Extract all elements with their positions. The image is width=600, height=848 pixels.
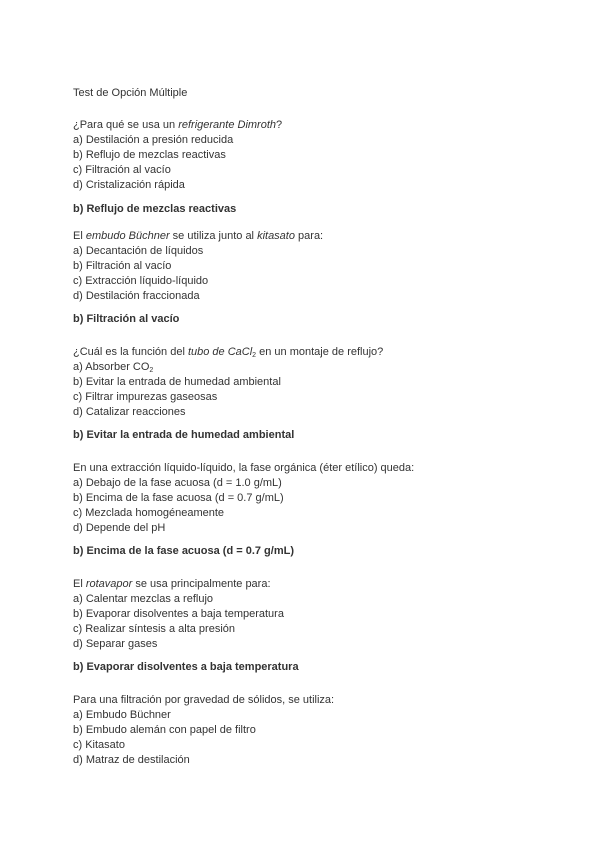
question-stem: En una extracción líquido-líquido, la fase orgánica (éter etílico) queda:	[73, 462, 415, 474]
question-6	[73, 689, 573, 768]
option-d: d) Separar gases	[73, 638, 158, 650]
question-stem: ¿Para qué se usa un refrigerante Dimroth?	[73, 119, 283, 131]
answer: b) Encima de la fase acuosa (d = 0.7 g/mL)	[73, 545, 294, 557]
option-c: c) Extracción líquido-líquido	[73, 275, 209, 287]
option-c: c) Filtración al vacío	[73, 164, 171, 176]
option-a: a) Decantación de líquidos	[73, 245, 204, 257]
question-stem: ¿Cuál es la función del tubo de CaCl$_2$ en un montaje de reflujo?	[73, 346, 384, 359]
question-3	[73, 341, 573, 443]
document-title: Test de Opción Múltiple	[73, 87, 188, 99]
option-a: a) Absorber $CO_2$	[73, 361, 154, 374]
option-b: b) Reflujo de mezclas reactivas	[73, 149, 226, 161]
option-d: d) Destilación fraccionada	[73, 290, 200, 302]
question-1	[73, 118, 573, 217]
question-4	[73, 457, 573, 559]
option-d: d) Depende del pH	[73, 522, 166, 534]
option-b: b) Evaporar disolventes a baja temperatura	[73, 608, 284, 620]
answer: b) Evitar la entrada de humedad ambiental	[73, 429, 295, 441]
option-d: d) Cristalización rápida	[73, 179, 185, 191]
option-b: b) Filtración al vacío	[73, 260, 172, 272]
option-b: b) Encima de la fase acuosa (d = 0.7 g/mL)	[73, 492, 284, 504]
question-2	[73, 229, 573, 327]
option-a: a) Debajo de la fase acuosa (d = 1.0 g/mL)	[73, 477, 282, 489]
option-d: d) Matraz de destilación	[73, 754, 190, 766]
option-d: d) Catalizar reacciones	[73, 406, 186, 418]
option-a: a) Calentar mezclas a reflujo	[73, 593, 214, 605]
document-page	[73, 86, 573, 780]
option-a: a) Embudo Büchner	[73, 709, 171, 721]
answer: b) Filtración al vacío	[73, 313, 180, 325]
option-c: c) Mezclada homogéneamente	[73, 507, 225, 519]
option-b: b) Embudo alemán con papel de filtro	[73, 724, 256, 736]
option-c: c) Realizar síntesis a alta presión	[73, 623, 236, 635]
option-a: a) Destilación a presión reducida	[73, 134, 234, 146]
question-stem: Para una filtración por gravedad de sólidos, se utiliza:	[73, 694, 335, 706]
option-b: b) Evitar la entrada de humedad ambiental	[73, 376, 281, 388]
option-c: c) Kitasato	[73, 739, 125, 751]
answer: b) Evaporar disolventes a baja temperatura	[73, 661, 299, 673]
answer: b) Reflujo de mezclas reactivas	[73, 203, 237, 215]
question-5	[73, 573, 573, 675]
question-stem: El embudo Büchner se utiliza junto al kitasato para:	[73, 230, 324, 242]
option-c: c) Filtrar impurezas gaseosas	[73, 391, 218, 403]
question-stem: El rotavapor se usa principalmente para:	[73, 578, 271, 590]
